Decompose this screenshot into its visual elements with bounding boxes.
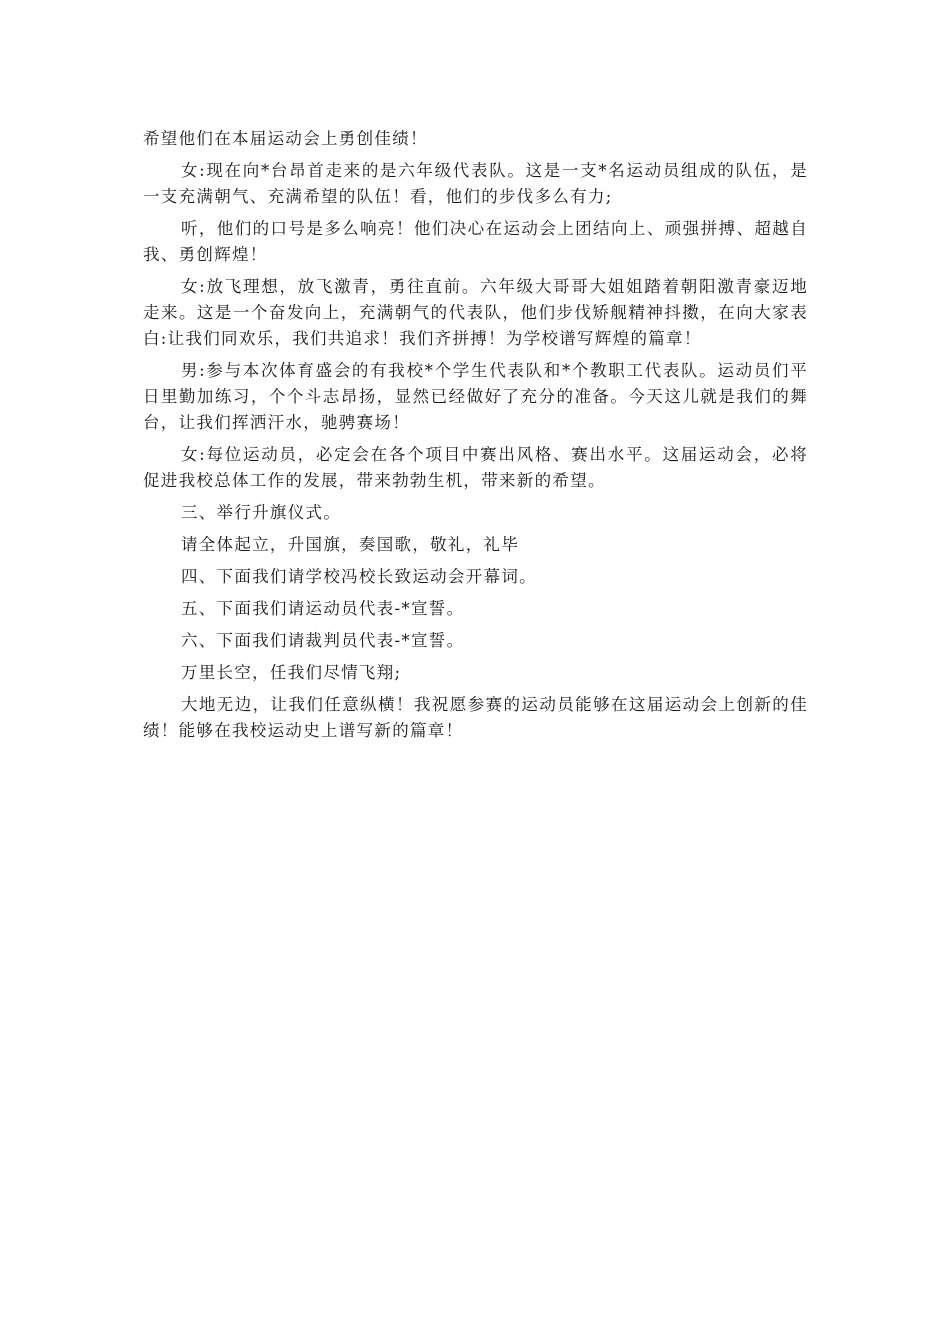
document-body <box>143 126 808 750</box>
paragraph-9: 四、下面我们请学校冯校长致运动会开幕词。 <box>180 567 537 586</box>
paragraph-11: 六、下面我们请裁判员代表-*宣誓。 <box>180 631 465 650</box>
paragraph-7: 三、举行升旗仪式。 <box>180 503 342 522</box>
paragraph-10: 五、下面我们请运动员代表-*宣誓。 <box>180 599 465 618</box>
paragraph-6: 女:每位运动员，必定会在各个项目中赛出风格、赛出水平。这届运动会，必将促进我校总体工作的发展，带来勃勃生机，带来新的希望。 <box>143 445 808 490</box>
paragraph-1: 希望他们在本届运动会上勇创佳绩！ <box>143 129 428 148</box>
paragraph-13: 大地无边，让我们任意纵横！我祝愿参赛的运动员能够在这届运动会上创新的佳绩！能够在我校运动史上谱写新的篇章！ <box>143 695 808 740</box>
paragraph-12: 万里长空，任我们尽情飞翔; <box>180 663 402 682</box>
paragraph-2: 女:现在向*台昂首走来的是六年级代表队。这是一支*名运动员组成的队伍，是一支充满朝气、充满希望的队伍！看，他们的步伐多么有力; <box>143 161 808 206</box>
paragraph-5: 男:参与本次体育盛会的有我校*个学生代表队和*个教职工代表队。运动员们平日里勤加练习，个个斗志昂扬，显然已经做好了充分的准备。今天这儿就是我们的舞台，让我们挥洒汗水，驰骋赛场！ <box>143 361 808 432</box>
paragraph-3: 听，他们的口号是多么响亮！他们决心在运动会上团结向上、顽强拼搏、超越自我、勇创辉煌！ <box>143 219 808 264</box>
paragraph-4: 女:放飞理想，放飞激青，勇往直前。六年级大哥哥大姐姐踏着朝阳激青豪迈地走来。这是一个奋发向上，充满朝气的代表队，他们步伐矫舰精神抖擞，在向大家表白:让我们同欢乐，我们共追求！我们齐拼搏！为学校谱写辉煌的篇章！ <box>143 277 808 348</box>
paragraph-8: 请全体起立，升国旗，奏国歌，敬礼，礼毕 <box>180 535 520 554</box>
